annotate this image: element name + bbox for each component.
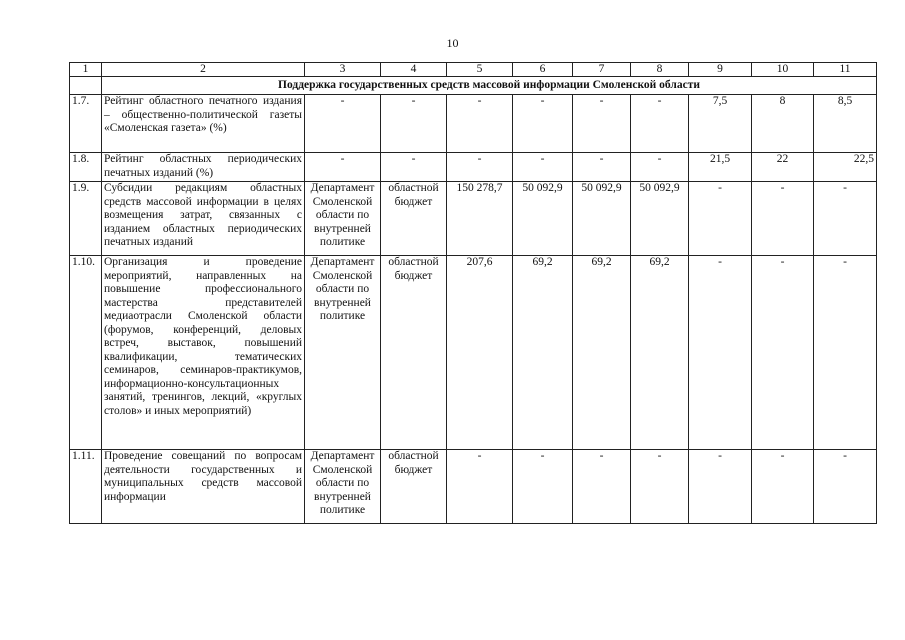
column-number: 10 xyxy=(752,63,814,77)
column-number: 6 xyxy=(513,63,573,77)
row-number: 1.7. xyxy=(70,95,102,153)
row-value-col5: 150 278,7 xyxy=(447,182,513,256)
row-value-col8: - xyxy=(631,153,689,182)
column-number: 11 xyxy=(814,63,877,77)
row-description: Субсидии редакциям областных средств массовой информации в целях возмещения затрат, связанных с изданием областных периодических печатных изданий xyxy=(102,182,305,256)
section-spacer xyxy=(70,77,102,95)
row-value-col8: - xyxy=(631,450,689,524)
row-value-col8: - xyxy=(631,95,689,153)
row-value-col11: - xyxy=(814,450,877,524)
row-executor: - xyxy=(305,153,381,182)
column-number: 4 xyxy=(381,63,447,77)
row-value-col11: 8,5 xyxy=(814,95,877,153)
row-value-col11: - xyxy=(814,182,877,256)
row-value-col7: - xyxy=(573,95,631,153)
table-row xyxy=(70,95,877,153)
column-number: 1 xyxy=(70,63,102,77)
row-value-col11: - xyxy=(814,256,877,450)
row-value-col11: 22,5 xyxy=(814,153,877,182)
row-value-col7: 69,2 xyxy=(573,256,631,450)
row-executor: Департамент Смоленской области по внутренней политике xyxy=(305,182,381,256)
row-executor: Департамент Смоленской области по внутренней политике xyxy=(305,450,381,524)
row-funding-source: областной бюджет xyxy=(381,256,447,450)
row-value-col6: - xyxy=(513,153,573,182)
row-description: Организация и проведение мероприятий, направленных на повышение профессионального мастерства представителей медиаотрасли Смоленской области (форумов, конференций, деловых встреч, выставок, повышений квалификации, тематических семинаров, семинаров-практикумов, информационно-консультационных занятий, тренингов, лекций, «круглых столов» и иных мероприятий) xyxy=(102,256,305,450)
table-row xyxy=(70,182,877,256)
row-value-col9: 7,5 xyxy=(689,95,752,153)
row-value-col5: - xyxy=(447,450,513,524)
table-row xyxy=(70,153,877,182)
column-number: 8 xyxy=(631,63,689,77)
row-executor: Департамент Смоленской области по внутренней политике xyxy=(305,256,381,450)
row-value-col9: - xyxy=(689,182,752,256)
program-table xyxy=(69,62,877,524)
row-value-col5: 207,6 xyxy=(447,256,513,450)
column-number: 2 xyxy=(102,63,305,77)
row-value-col9: 21,5 xyxy=(689,153,752,182)
row-value-col7: - xyxy=(573,450,631,524)
row-value-col6: - xyxy=(513,450,573,524)
row-funding-source: областной бюджет xyxy=(381,182,447,256)
column-number: 5 xyxy=(447,63,513,77)
row-value-col10: - xyxy=(752,182,814,256)
row-funding-source: - xyxy=(381,95,447,153)
row-number: 1.11. xyxy=(70,450,102,524)
row-value-col7: - xyxy=(573,153,631,182)
row-value-col9: - xyxy=(689,450,752,524)
row-funding-source: - xyxy=(381,153,447,182)
row-number: 1.8. xyxy=(70,153,102,182)
section-title: Поддержка государственных средств массовой информации Смоленской области xyxy=(102,77,877,95)
row-value-col10: - xyxy=(752,450,814,524)
row-value-col9: - xyxy=(689,256,752,450)
row-value-col8: 50 092,9 xyxy=(631,182,689,256)
row-value-col6: 69,2 xyxy=(513,256,573,450)
row-value-col10: - xyxy=(752,256,814,450)
row-number: 1.10. xyxy=(70,256,102,450)
column-number: 3 xyxy=(305,63,381,77)
row-description: Рейтинг областных периодических печатных изданий (%) xyxy=(102,153,305,182)
row-number: 1.9. xyxy=(70,182,102,256)
row-value-col5: - xyxy=(447,153,513,182)
row-description: Проведение совещаний по вопросам деятельности государственных и муниципальных средств массовой информации xyxy=(102,450,305,524)
row-value-col6: - xyxy=(513,95,573,153)
row-description: Рейтинг областного печатного издания – общественно-политической газеты «Смоленская газета» (%) xyxy=(102,95,305,153)
row-value-col6: 50 092,9 xyxy=(513,182,573,256)
column-number: 9 xyxy=(689,63,752,77)
row-value-col10: 22 xyxy=(752,153,814,182)
table-row xyxy=(70,256,877,450)
row-funding-source: областной бюджет xyxy=(381,450,447,524)
row-value-col5: - xyxy=(447,95,513,153)
row-value-col8: 69,2 xyxy=(631,256,689,450)
row-value-col10: 8 xyxy=(752,95,814,153)
row-executor: - xyxy=(305,95,381,153)
column-number-row xyxy=(70,63,877,77)
section-row xyxy=(70,77,877,95)
page-number: 10 xyxy=(446,36,459,50)
column-number: 7 xyxy=(573,63,631,77)
table-row xyxy=(70,450,877,524)
row-value-col7: 50 092,9 xyxy=(573,182,631,256)
